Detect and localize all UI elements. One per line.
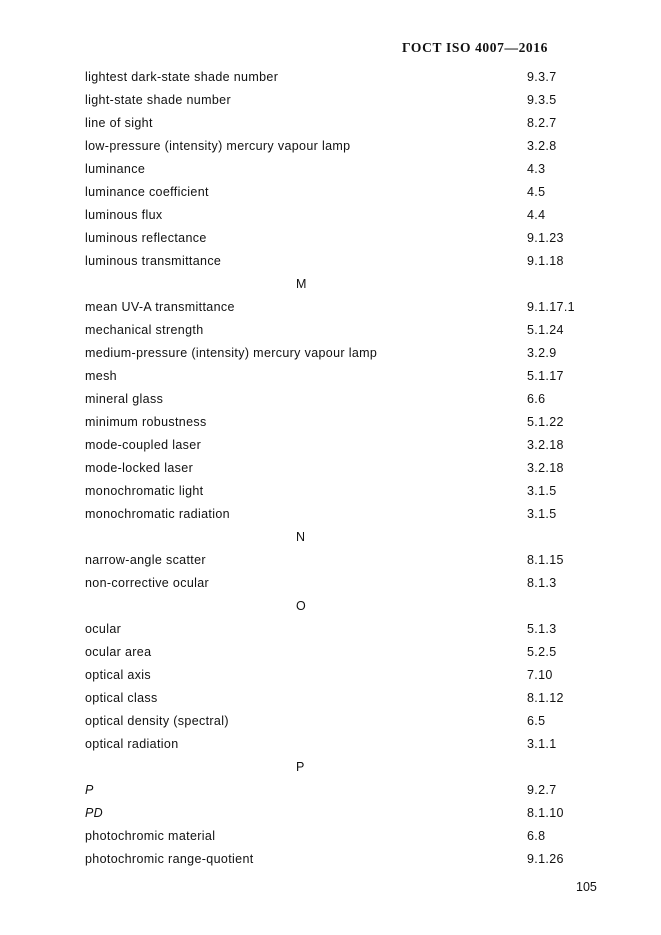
page-number: 105 — [576, 880, 597, 894]
index-reference: 3.1.1 — [527, 737, 557, 751]
index-entry — [0, 802, 661, 825]
index-term: P — [85, 783, 94, 797]
index-entry — [0, 135, 661, 158]
index-entry — [0, 457, 661, 480]
index-reference: 8.1.12 — [527, 691, 564, 705]
index-term: mode-coupled laser — [85, 438, 202, 452]
index-term: ocular — [85, 622, 122, 636]
index-reference: 7.10 — [527, 668, 553, 682]
index-term: luminance coefficient — [85, 185, 209, 199]
index-reference: 9.1.23 — [527, 231, 564, 245]
index-reference: 5.2.5 — [527, 645, 557, 659]
index-term: narrow-angle scatter — [85, 553, 206, 567]
section-letter: M — [296, 277, 307, 291]
index-term: mode-locked laser — [85, 461, 194, 475]
index-term: low-pressure (intensity) mercury vapour lamp — [85, 139, 351, 153]
index-reference: 9.1.17.1 — [527, 300, 575, 314]
index-entry — [0, 319, 661, 342]
index-reference: 9.1.18 — [527, 254, 564, 268]
index-term: optical density (spectral) — [85, 714, 229, 728]
index-term: mean UV-A transmittance — [85, 300, 235, 314]
section-letter: N — [296, 530, 306, 544]
index-term: luminous transmittance — [85, 254, 222, 268]
index-entry — [0, 411, 661, 434]
section-letter-row — [0, 756, 661, 779]
index-term: line of sight — [85, 116, 153, 130]
index-entry — [0, 158, 661, 181]
index-entry — [0, 779, 661, 802]
index-entry — [0, 549, 661, 572]
index-reference: 6.8 — [527, 829, 546, 843]
index-reference: 9.3.5 — [527, 93, 557, 107]
index-reference: 8.1.15 — [527, 553, 564, 567]
index-reference: 8.1.10 — [527, 806, 564, 820]
index-term: ocular area — [85, 645, 152, 659]
index-term: luminous reflectance — [85, 231, 207, 245]
index-reference: 3.2.18 — [527, 461, 564, 475]
index-reference: 8.1.3 — [527, 576, 557, 590]
index-reference: 9.2.7 — [527, 783, 557, 797]
index-reference: 5.1.22 — [527, 415, 564, 429]
index-entry — [0, 365, 661, 388]
index-reference: 3.2.9 — [527, 346, 557, 360]
index-entry — [0, 710, 661, 733]
section-letter-row — [0, 526, 661, 549]
index-entry — [0, 112, 661, 135]
section-letter-row — [0, 273, 661, 296]
index-reference: 4.4 — [527, 208, 546, 222]
index-term: photochromic material — [85, 829, 216, 843]
index-entry — [0, 687, 661, 710]
index-term: luminance — [85, 162, 146, 176]
section-letter: P — [296, 760, 305, 774]
index-entry — [0, 342, 661, 365]
index-reference: 9.3.7 — [527, 70, 557, 84]
index-entry — [0, 434, 661, 457]
index-term: lightest dark-state shade number — [85, 70, 279, 84]
section-letter: O — [296, 599, 307, 613]
index-reference: 3.2.18 — [527, 438, 564, 452]
index-term: non-corrective ocular — [85, 576, 210, 590]
index-entry — [0, 296, 661, 319]
index-term: light-state shade number — [85, 93, 231, 107]
index-reference: 9.1.26 — [527, 852, 564, 866]
index-entry — [0, 227, 661, 250]
index-entry — [0, 825, 661, 848]
index-entry — [0, 89, 661, 112]
index-entry — [0, 572, 661, 595]
index-term: minimum robustness — [85, 415, 207, 429]
index-reference: 5.1.24 — [527, 323, 564, 337]
index-reference: 5.1.3 — [527, 622, 557, 636]
index-term: optical axis — [85, 668, 152, 682]
index-term: photochromic range-quotient — [85, 852, 254, 866]
index-entry — [0, 733, 661, 756]
index-reference: 4.3 — [527, 162, 546, 176]
index-term: optical class — [85, 691, 158, 705]
index-reference: 6.5 — [527, 714, 546, 728]
index-entry — [0, 480, 661, 503]
index-reference: 6.6 — [527, 392, 546, 406]
index-term: monochromatic light — [85, 484, 204, 498]
index-term: PD — [85, 806, 104, 820]
index-entry — [0, 503, 661, 526]
index-reference: 3.1.5 — [527, 507, 557, 521]
index-entry — [0, 641, 661, 664]
index-reference: 3.2.8 — [527, 139, 557, 153]
index-entry — [0, 388, 661, 411]
index-reference: 4.5 — [527, 185, 546, 199]
index-reference: 3.1.5 — [527, 484, 557, 498]
index-entry — [0, 618, 661, 641]
index-entry — [0, 204, 661, 227]
index-term: monochromatic radiation — [85, 507, 230, 521]
index-term: medium-pressure (intensity) mercury vapour lamp — [85, 346, 378, 360]
index-entry — [0, 181, 661, 204]
index-entry — [0, 664, 661, 687]
alphabetical-index — [0, 66, 661, 871]
index-entry — [0, 848, 661, 871]
index-term: mesh — [85, 369, 117, 383]
index-term: optical radiation — [85, 737, 179, 751]
index-entry — [0, 250, 661, 273]
section-letter-row — [0, 595, 661, 618]
index-entry — [0, 66, 661, 89]
index-term: mineral glass — [85, 392, 164, 406]
index-term: luminous flux — [85, 208, 163, 222]
index-reference: 8.2.7 — [527, 116, 557, 130]
document-header: ГОСТ ISO 4007—2016 — [402, 40, 548, 55]
index-reference: 5.1.17 — [527, 369, 564, 383]
index-term: mechanical strength — [85, 323, 204, 337]
